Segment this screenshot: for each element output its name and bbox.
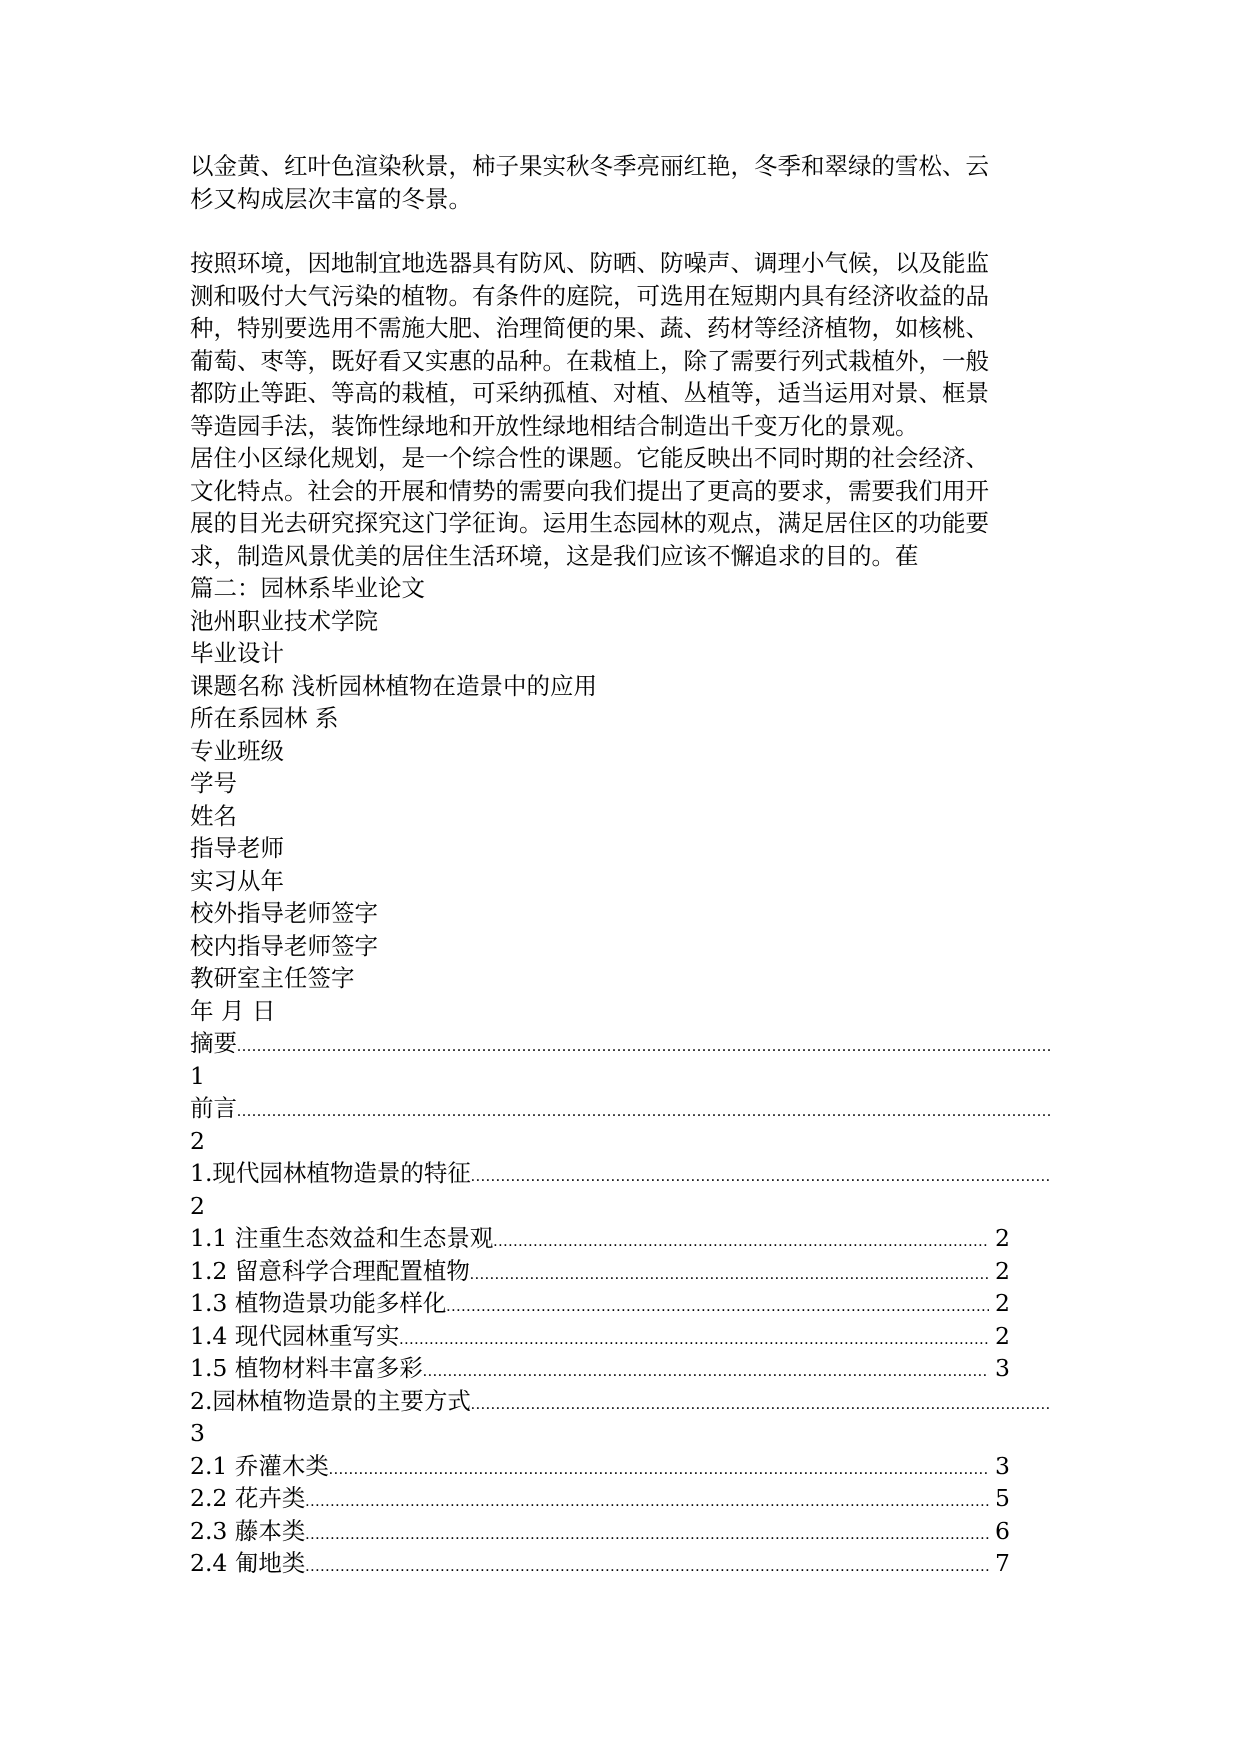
toc-leader-dots bbox=[237, 1037, 1050, 1057]
text-line: 展的目光去研究探究这门学征询。运用生态园林的观点，满足居住区的功能要 bbox=[190, 509, 989, 537]
toc-entry[interactable] bbox=[190, 1385, 1050, 1418]
name-field: 姓名 bbox=[190, 801, 237, 830]
toc-leader-dots bbox=[493, 1232, 989, 1252]
paragraph-planting bbox=[190, 247, 1050, 572]
class-field: 专业班级 bbox=[190, 736, 284, 765]
toc-entry[interactable] bbox=[190, 1157, 1050, 1190]
toc-entry-page-number: 2 bbox=[995, 1256, 1010, 1285]
toc-entry[interactable] bbox=[190, 1515, 1010, 1548]
text-line: 杉又构成层次丰富的冬景。 bbox=[190, 184, 472, 213]
text-line: 居住小区绿化规划，是一个综合性的课题。它能反映出不同时期的社会经济、 bbox=[190, 444, 989, 472]
toc-entry-label: 1.现代园林植物造景的特征 bbox=[190, 1159, 471, 1187]
document-type: 毕业设计 bbox=[190, 639, 284, 667]
department: 所在系园林 系 bbox=[190, 704, 339, 732]
toc-entry-page-number: 6 bbox=[995, 1516, 1010, 1545]
toc-leader-dots bbox=[305, 1557, 989, 1577]
toc-leader-dots bbox=[305, 1525, 989, 1545]
toc-entry[interactable] bbox=[190, 1027, 1050, 1060]
text-line: 等造园手法，装饰性绿地和开放性绿地相结合制造出千变万化的景观。 bbox=[190, 411, 919, 440]
text-line: 按照环境，因地制宜地选器具有防风、防晒、防噪声、调理小气候，以及能监 bbox=[190, 249, 989, 277]
toc-leader-dots bbox=[329, 1460, 989, 1480]
toc-entry[interactable] bbox=[190, 1320, 1010, 1353]
toc-entry-page-number: 5 bbox=[995, 1484, 1010, 1512]
toc-entry-page-number: 2 bbox=[995, 1224, 1010, 1252]
text-line: 葡萄、枣等，既好看又实惠的品种。在栽植上，除了需要行列式栽植外，一般 bbox=[190, 346, 989, 375]
toc-leader-dots bbox=[470, 1265, 989, 1285]
toc-entry[interactable] bbox=[190, 1092, 1050, 1125]
toc-entry-label: 2.1 乔灌木类 bbox=[190, 1451, 329, 1480]
toc-entry-page-number: 7 bbox=[995, 1549, 1010, 1577]
toc-entry[interactable] bbox=[190, 1547, 1010, 1580]
toc-entry-label: 2.4 匍地类 bbox=[190, 1549, 306, 1577]
text-line: 文化特点。社会的开展和情势的需要向我们提出了更高的要求，需要我们用开 bbox=[190, 476, 989, 505]
text-line: 求，制造风景优美的居住生活环境，这是我们应该不懈追求的目的。萑 bbox=[190, 541, 919, 570]
paragraph-spacer bbox=[190, 215, 1050, 247]
toc-entry-label: 1.3 植物造景功能多样化 bbox=[190, 1289, 447, 1317]
toc-entry-label: 1.4 现代园林重写实 bbox=[190, 1321, 400, 1350]
date-field: 年 月 日 bbox=[190, 996, 276, 1025]
school-name: 池州职业技术学院 bbox=[190, 606, 378, 635]
internship-field: 实习从年 bbox=[190, 866, 284, 895]
toc-entry-label: 摘要 bbox=[190, 1029, 237, 1057]
toc-leader-dots bbox=[305, 1492, 989, 1512]
table-of-contents bbox=[190, 1027, 1050, 1580]
director-signature: 教研室主任签字 bbox=[190, 964, 355, 992]
toc-entry[interactable] bbox=[190, 1255, 1010, 1288]
toc-entry-page-number: 1 bbox=[190, 1061, 205, 1090]
student-id-field: 学号 bbox=[190, 769, 237, 797]
toc-entry-page-number: 3 bbox=[190, 1419, 205, 1447]
toc-entry[interactable] bbox=[190, 1222, 1010, 1255]
toc-entry[interactable] bbox=[190, 1482, 1010, 1515]
toc-leader-dots bbox=[399, 1330, 989, 1350]
external-advisor-signature: 校外指导老师签字 bbox=[190, 899, 378, 927]
toc-leader-dots bbox=[471, 1395, 1050, 1415]
toc-entry-label: 前言 bbox=[190, 1094, 237, 1122]
thesis-title: 课题名称 浅析园林植物在造景中的应用 bbox=[190, 671, 597, 700]
toc-leader-dots bbox=[423, 1362, 989, 1382]
toc-entry[interactable] bbox=[190, 1287, 1010, 1320]
toc-entry-label: 1.5 植物材料丰富多彩 bbox=[190, 1354, 423, 1382]
toc-entry[interactable] bbox=[190, 1450, 1010, 1483]
toc-leader-dots bbox=[471, 1167, 1050, 1187]
paragraph-autumn-winter bbox=[190, 150, 1050, 215]
text-line: 测和吸付大气污染的植物。有条件的庭院，可选用在短期内具有经济收益的品 bbox=[190, 281, 989, 310]
document-body bbox=[190, 150, 1050, 1580]
advisor-field: 指导老师 bbox=[190, 834, 284, 862]
toc-entry-page-number: 2 bbox=[190, 1126, 205, 1155]
section-heading: 篇二：园林系毕业论文 bbox=[190, 574, 425, 602]
text-line: 种，特别要选用不需施大肥、治理简便的果、蔬、药材等经济植物，如核桃、 bbox=[190, 314, 989, 342]
toc-entry-page-number: 2 bbox=[995, 1289, 1010, 1317]
toc-leader-dots bbox=[446, 1297, 989, 1317]
toc-entry-label: 2.园林植物造景的主要方式 bbox=[190, 1386, 471, 1415]
toc-entry-label: 1.2 留意科学合理配置植物 bbox=[190, 1256, 470, 1285]
toc-entry-page-number: 3 bbox=[995, 1354, 1010, 1382]
toc-entry[interactable] bbox=[190, 1352, 1010, 1385]
toc-entry-page-number: 2 bbox=[190, 1191, 205, 1220]
toc-entry-label: 1.1 注重生态效益和生态景观 bbox=[190, 1224, 494, 1252]
text-line: 都防止等距、等高的栽植，可采纳孤植、对植、丛植等，适当运用对景、框景 bbox=[190, 379, 989, 407]
toc-leader-dots bbox=[237, 1102, 1050, 1122]
text-line: 以金黄、红叶色渲染秋景，柿子果实秋冬季亮丽红艳，冬季和翠绿的雪松、云 bbox=[190, 152, 989, 180]
toc-entry-page-number: 2 bbox=[995, 1321, 1010, 1350]
thesis-cover-info bbox=[190, 572, 1050, 1027]
toc-entry-page-number: 3 bbox=[995, 1451, 1010, 1480]
toc-entry-label: 2.2 花卉类 bbox=[190, 1484, 306, 1512]
internal-advisor-signature: 校内指导老师签字 bbox=[190, 931, 378, 960]
toc-entry-label: 2.3 藤本类 bbox=[190, 1516, 306, 1545]
